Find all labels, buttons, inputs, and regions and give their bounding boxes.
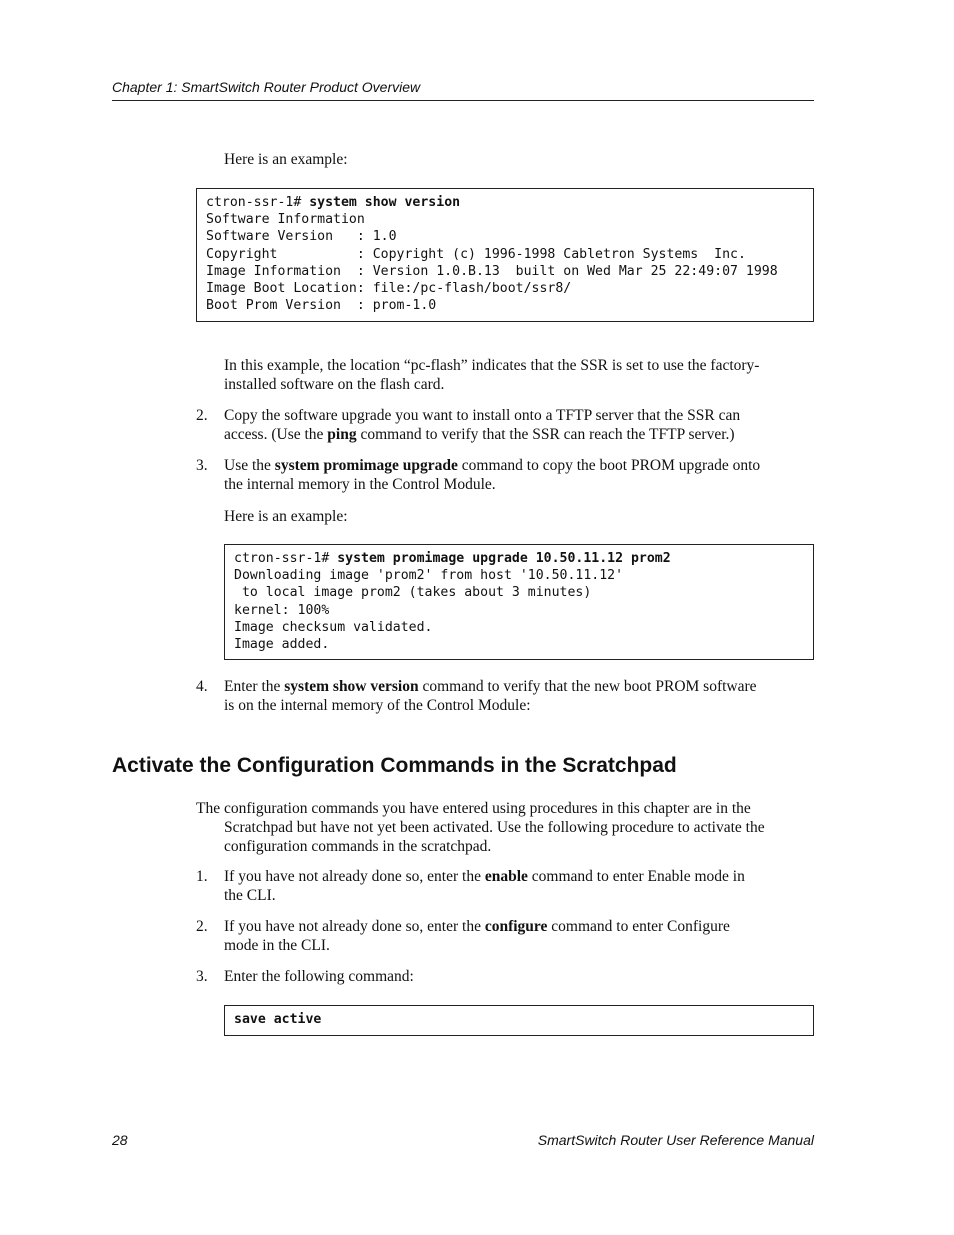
step-text bbox=[224, 917, 814, 955]
step-text bbox=[224, 677, 814, 715]
section-heading: Activate the Configuration Commands in the Scratchpad bbox=[112, 754, 677, 777]
list-item-step-3 bbox=[196, 456, 816, 536]
code-line: Image checksum validated. bbox=[234, 619, 433, 635]
cli-command: system show version bbox=[309, 195, 461, 210]
code-line: Image Information : Version 1.0.B.13 built on Wed Mar 25 22:49:07 1998 bbox=[206, 263, 778, 279]
code-line: Software Version : 1.0 bbox=[206, 229, 397, 245]
step-text: Enter the following command: bbox=[224, 968, 414, 985]
page-number: 28 bbox=[112, 1132, 128, 1148]
code-block-save-active bbox=[224, 1005, 814, 1036]
cli-command: system promimage upgrade 10.50.11.12 prom2 bbox=[337, 551, 671, 566]
step-line: Enter the system show version command to verify that the new boot PROM software bbox=[224, 678, 757, 695]
list-item-step-2 bbox=[196, 406, 816, 446]
inline-command: system show version bbox=[284, 678, 419, 695]
inline-command: system promimage upgrade bbox=[274, 457, 458, 474]
example-note bbox=[224, 356, 814, 394]
inline-command: configure bbox=[484, 918, 548, 935]
note-line: installed software on the flash card. bbox=[224, 376, 445, 393]
cli-prompt: ctron-ssr-1# bbox=[234, 551, 338, 566]
step-line: is on the internal memory of the Control Module: bbox=[224, 697, 531, 714]
step-line: mode in the CLI. bbox=[224, 937, 330, 954]
code-line: Downloading image 'prom2' from host '10.50.11.12' bbox=[234, 568, 624, 584]
step-number: 3. bbox=[196, 968, 208, 985]
code-line: Boot Prom Version : prom-1.0 bbox=[206, 298, 437, 314]
code-line: Copyright : Copyright (c) 1996-1998 Cabletron Systems Inc. bbox=[206, 246, 746, 262]
example-intro: Here is an example: bbox=[224, 151, 348, 168]
code-line: kernel: 100% bbox=[234, 602, 330, 618]
step-text bbox=[224, 867, 814, 905]
step-line: the CLI. bbox=[224, 887, 276, 904]
running-header bbox=[112, 78, 814, 101]
cli-command: save active bbox=[234, 1012, 322, 1027]
code-line: Image Boot Location: file:/pc-flash/boot/ssr8/ bbox=[206, 280, 572, 296]
step-number: 4. bbox=[196, 678, 208, 695]
step-text bbox=[224, 406, 814, 444]
footer-manual-title: SmartSwitch Router User Reference Manual bbox=[537, 1132, 814, 1148]
step-number: 3. bbox=[196, 457, 208, 474]
example-intro: Here is an example: bbox=[224, 508, 348, 525]
step-line: access. (Use the ping command to verify that the SSR can reach the TFTP server.) bbox=[224, 426, 735, 443]
code-line: Image added. bbox=[234, 636, 330, 652]
inline-command: ping bbox=[327, 426, 357, 443]
step-number: 2. bbox=[196, 407, 208, 424]
list-item-step-3 bbox=[196, 967, 816, 987]
list-item-step-1 bbox=[196, 867, 816, 907]
code-block-promimage-upgrade bbox=[224, 544, 814, 660]
cli-prompt: ctron-ssr-1# bbox=[206, 195, 310, 210]
header-title: Chapter 1: SmartSwitch Router Product Overview bbox=[112, 79, 421, 95]
step-line: Use the system promimage upgrade command to copy the boot PROM upgrade onto bbox=[224, 457, 761, 474]
intro-line: configuration commands in the scratchpad. bbox=[224, 838, 492, 855]
intro-line: The configuration commands you have entered using procedures in this chapter are in the bbox=[196, 800, 751, 817]
code-line: to local image prom2 (takes about 3 minutes) bbox=[234, 585, 592, 601]
code-line bbox=[206, 194, 804, 211]
step-number: 1. bbox=[196, 868, 208, 885]
step-line: Copy the software upgrade you want to install onto a TFTP server that the SSR can bbox=[224, 407, 741, 424]
section-intro bbox=[196, 799, 816, 856]
list-item-step-4 bbox=[196, 677, 816, 717]
inline-command: enable bbox=[484, 868, 528, 885]
code-line: Software Information bbox=[206, 212, 365, 228]
step-number: 2. bbox=[196, 918, 208, 935]
step-line: If you have not already done so, enter the configure command to enter Configure bbox=[224, 918, 730, 935]
step-text bbox=[224, 456, 814, 526]
note-line: In this example, the location “pc-flash” indicates that the SSR is set to use the factory- bbox=[224, 357, 760, 374]
list-item-step-2 bbox=[196, 917, 816, 957]
code-block-show-version bbox=[196, 188, 814, 322]
step-line: the internal memory in the Control Module. bbox=[224, 476, 496, 493]
intro-line: Scratchpad but have not yet been activated. Use the following procedure to activate the bbox=[224, 819, 765, 836]
code-line bbox=[234, 550, 804, 567]
step-line: If you have not already done so, enter the enable command to enter Enable mode in bbox=[224, 868, 745, 885]
